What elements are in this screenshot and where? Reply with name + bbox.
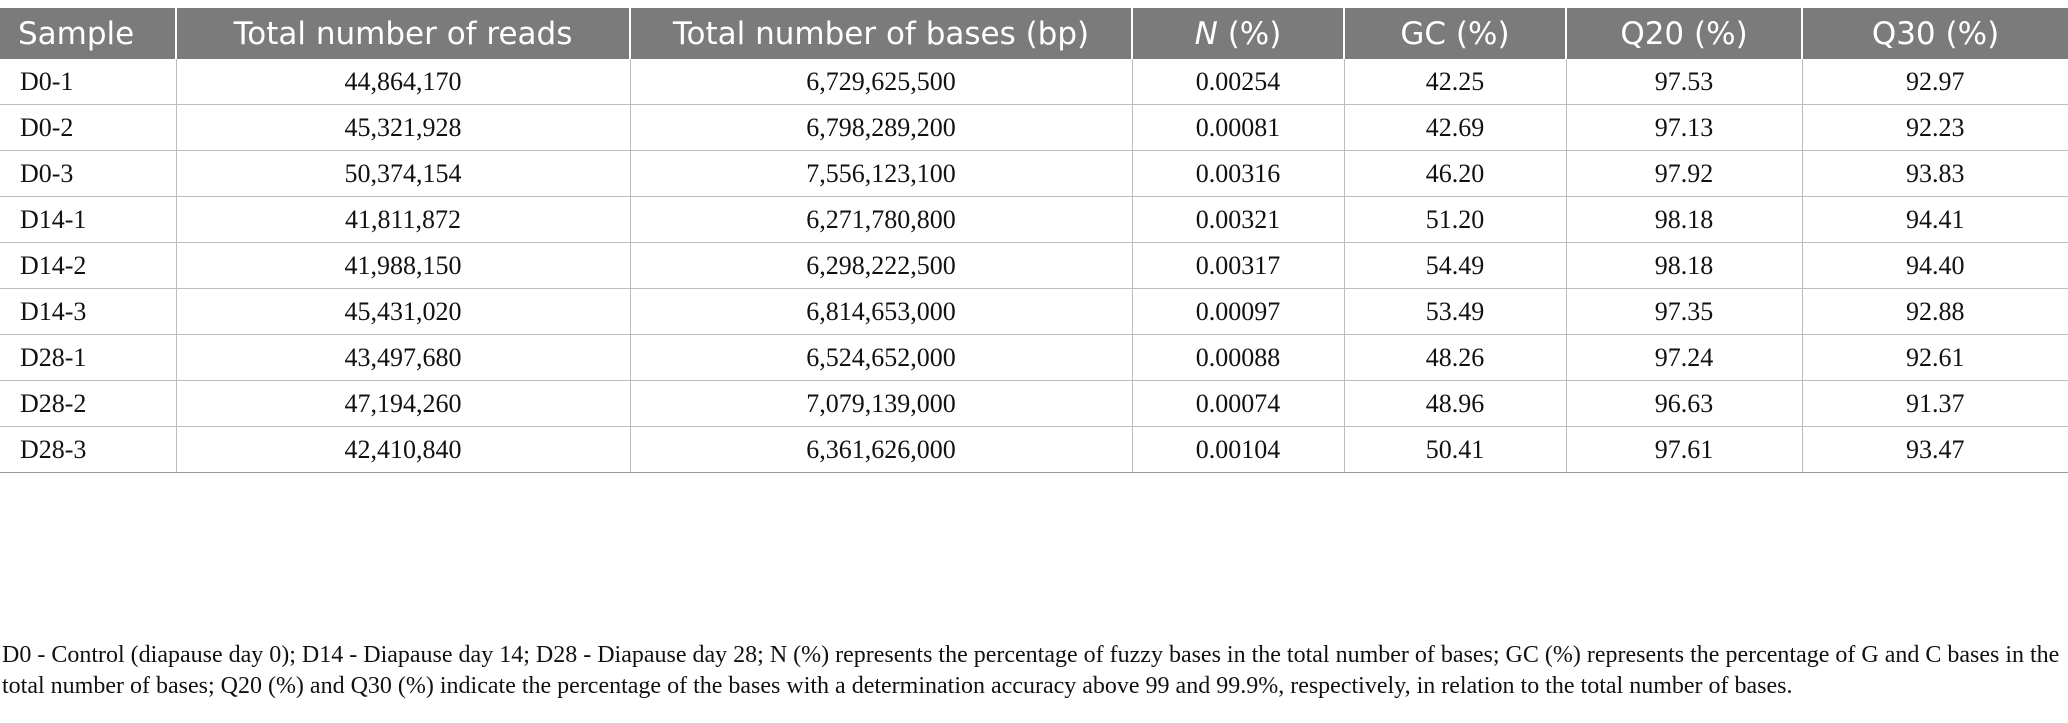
- cell-sample: D0-2: [0, 105, 176, 151]
- cell-sample: D0-1: [0, 59, 176, 105]
- cell-q20: 97.53: [1566, 59, 1802, 105]
- cell-reads: 41,811,872: [176, 197, 630, 243]
- cell-bases: 6,298,222,500: [630, 243, 1132, 289]
- cell-reads: 45,321,928: [176, 105, 630, 151]
- header-q30-percent: Q30 (%): [1802, 8, 2068, 59]
- cell-q20: 97.13: [1566, 105, 1802, 151]
- cell-sample: D28-1: [0, 335, 176, 381]
- cell-bases: 6,361,626,000: [630, 427, 1132, 473]
- cell-q20: 97.92: [1566, 151, 1802, 197]
- cell-bases: 6,798,289,200: [630, 105, 1132, 151]
- cell-gc: 54.49: [1344, 243, 1566, 289]
- header-n-letter: N: [1194, 15, 1218, 52]
- cell-gc: 42.25: [1344, 59, 1566, 105]
- cell-q30: 94.40: [1802, 243, 2068, 289]
- header-total-bases: Total number of bases (bp): [630, 8, 1132, 59]
- header-q20-percent: Q20 (%): [1566, 8, 1802, 59]
- cell-n: 0.00316: [1132, 151, 1344, 197]
- cell-gc: 50.41: [1344, 427, 1566, 473]
- table-footnote: D0 - Control (diapause day 0); D14 - Diapause day 14; D28 - Diapause day 28; N (%) represents the percentage of fuzzy bases in the total number of bases; GC (%) represents the percentage of G and C bases in the total number of bases; Q20 (%) and Q30 (%) indicate the percentage of the bases with a determination accuracy above 99 and 99.9%, respectively, in relation to the total number of bases.: [2, 642, 2060, 699]
- table-row: [0, 151, 2068, 197]
- cell-q20: 98.18: [1566, 197, 1802, 243]
- header-row: [0, 8, 2068, 59]
- cell-sample: D14-3: [0, 289, 176, 335]
- cell-sample: D0-3: [0, 151, 176, 197]
- cell-gc: 53.49: [1344, 289, 1566, 335]
- table-row: [0, 197, 2068, 243]
- cell-bases: 6,271,780,800: [630, 197, 1132, 243]
- table-row: [0, 289, 2068, 335]
- cell-gc: 48.26: [1344, 335, 1566, 381]
- cell-n: 0.00097: [1132, 289, 1344, 335]
- cell-gc: 46.20: [1344, 151, 1566, 197]
- cell-q20: 97.61: [1566, 427, 1802, 473]
- data-table-container: [0, 8, 2068, 473]
- cell-q30: 93.47: [1802, 427, 2068, 473]
- cell-q20: 97.24: [1566, 335, 1802, 381]
- sequencing-stats-table: [0, 8, 2068, 473]
- cell-reads: 50,374,154: [176, 151, 630, 197]
- cell-q20: 96.63: [1566, 381, 1802, 427]
- table-row: [0, 243, 2068, 289]
- cell-reads: 42,410,840: [176, 427, 630, 473]
- cell-bases: 7,556,123,100: [630, 151, 1132, 197]
- cell-q30: 91.37: [1802, 381, 2068, 427]
- cell-sample: D28-2: [0, 381, 176, 427]
- cell-bases: 6,729,625,500: [630, 59, 1132, 105]
- cell-q30: 93.83: [1802, 151, 2068, 197]
- table-row: [0, 427, 2068, 473]
- cell-gc: 51.20: [1344, 197, 1566, 243]
- cell-bases: 6,524,652,000: [630, 335, 1132, 381]
- cell-n: 0.00321: [1132, 197, 1344, 243]
- cell-n: 0.00081: [1132, 105, 1344, 151]
- header-total-reads: Total number of reads: [176, 8, 630, 59]
- cell-sample: D28-3: [0, 427, 176, 473]
- header-sample: Sample: [0, 8, 176, 59]
- cell-n: 0.00088: [1132, 335, 1344, 381]
- cell-reads: 44,864,170: [176, 59, 630, 105]
- cell-bases: 6,814,653,000: [630, 289, 1132, 335]
- table-row: [0, 105, 2068, 151]
- header-gc-percent: GC (%): [1344, 8, 1566, 59]
- cell-q30: 92.88: [1802, 289, 2068, 335]
- cell-q30: 92.97: [1802, 59, 2068, 105]
- cell-n: 0.00317: [1132, 243, 1344, 289]
- cell-gc: 48.96: [1344, 381, 1566, 427]
- cell-bases: 7,079,139,000: [630, 381, 1132, 427]
- table-body: [0, 59, 2068, 473]
- cell-reads: 45,431,020: [176, 289, 630, 335]
- cell-q30: 92.61: [1802, 335, 2068, 381]
- cell-q20: 97.35: [1566, 289, 1802, 335]
- cell-n: 0.00074: [1132, 381, 1344, 427]
- cell-n: 0.00254: [1132, 59, 1344, 105]
- cell-reads: 41,988,150: [176, 243, 630, 289]
- cell-reads: 43,497,680: [176, 335, 630, 381]
- cell-sample: D14-2: [0, 243, 176, 289]
- table-row: [0, 335, 2068, 381]
- cell-q30: 92.23: [1802, 105, 2068, 151]
- cell-gc: 42.69: [1344, 105, 1566, 151]
- table-row: [0, 381, 2068, 427]
- cell-q20: 98.18: [1566, 243, 1802, 289]
- cell-sample: D14-1: [0, 197, 176, 243]
- header-n-suffix: (%): [1217, 15, 1282, 52]
- table-row: [0, 59, 2068, 105]
- header-n-percent: [1132, 8, 1344, 59]
- cell-q30: 94.41: [1802, 197, 2068, 243]
- cell-n: 0.00104: [1132, 427, 1344, 473]
- cell-reads: 47,194,260: [176, 381, 630, 427]
